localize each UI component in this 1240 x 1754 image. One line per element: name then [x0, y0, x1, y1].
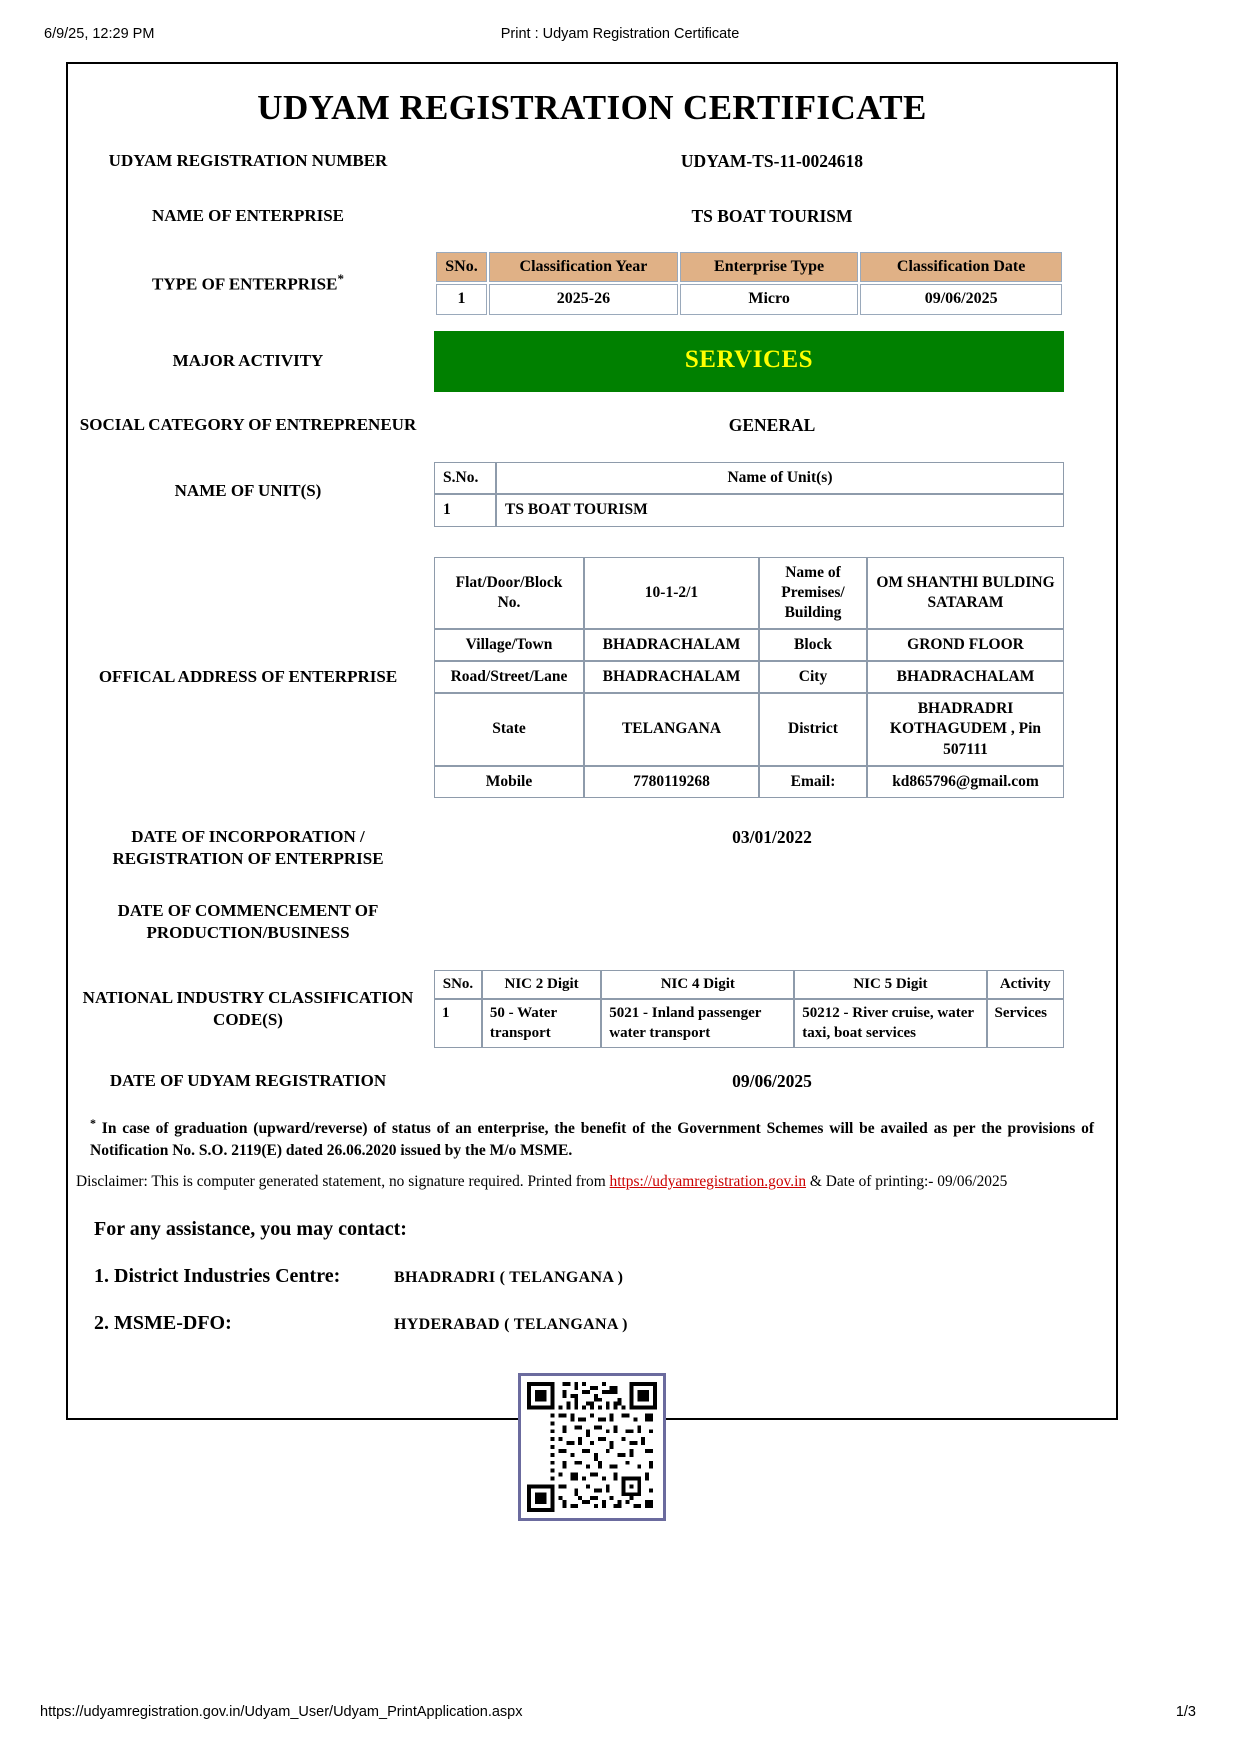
page-title: UDYAM REGISTRATION CERTIFICATE: [257, 88, 927, 127]
col-enterprise-type: Enterprise Type: [680, 252, 858, 283]
disclaimer-prefix: Disclaimer: This is computer generated statement, no signature required. Printed from: [76, 1172, 610, 1190]
assistance-value: HYDERABAD ( TELANGANA ): [394, 1316, 628, 1334]
table-row: [434, 661, 1064, 693]
cell-value-district: BHADRADRI KOTHAGUDEM , Pin 507111: [867, 693, 1064, 765]
label-major-activity: MAJOR ACTIVITY: [172, 351, 324, 371]
row-date-of-commencement: [68, 900, 1116, 944]
table-row: [434, 693, 1064, 765]
cell-nic-sno: 1: [434, 999, 482, 1047]
cell-key-state: State: [434, 693, 584, 765]
major-activity-banner: SERVICES: [434, 331, 1064, 392]
disclaimer-suffix: & Date of printing:- 09/06/2025: [806, 1172, 1008, 1190]
footnote: [90, 1115, 1094, 1163]
col-unit-name: Name of Unit(s): [496, 462, 1064, 494]
label-nic-codes: NATIONAL INDUSTRY CLASSIFICATION CODE(S): [82, 987, 414, 1030]
units-table: [434, 462, 1064, 526]
cell-classification-date: 09/06/2025: [860, 284, 1062, 315]
cell-unit-name: TS BOAT TOURISM: [496, 494, 1064, 526]
classification-table: [434, 250, 1064, 318]
label-official-address: OFFICAL ADDRESS OF ENTERPRISE: [98, 667, 398, 687]
row-type-of-enterprise: [68, 250, 1116, 318]
col-nic-2-digit: NIC 2 Digit: [482, 970, 601, 999]
value-social-category: GENERAL: [728, 414, 816, 435]
cell-value-email: kd865796@gmail.com: [867, 766, 1064, 798]
nic-table: [434, 970, 1064, 1048]
label-name-of-units: NAME OF UNIT(S): [174, 481, 322, 501]
footnote-star: *: [90, 1115, 96, 1130]
label-name-of-enterprise: NAME OF ENTERPRISE: [151, 205, 345, 225]
qr-code-container: [68, 1373, 1116, 1521]
col-sno: SNo.: [436, 252, 487, 283]
cell-key-flat-door-block: Flat/Door/Block No.: [434, 557, 584, 629]
col-activity: Activity: [987, 970, 1064, 999]
value-nic-codes: [428, 970, 1116, 1048]
label-date-of-incorporation: DATE OF INCORPORATION / REGISTRATION OF ENTERPRISE: [112, 826, 384, 868]
cell-value-city: BHADRACHALAM: [867, 661, 1064, 693]
print-date: 6/9/25, 12:29 PM: [44, 26, 155, 42]
table-row: [434, 557, 1064, 629]
cell-key-email: Email:: [759, 766, 867, 798]
cell-value-flat-door-block: 10-1-2/1: [584, 557, 759, 629]
table-header-row: [434, 462, 1064, 494]
col-nic-5-digit: NIC 5 Digit: [794, 970, 986, 999]
qr-code: [518, 1373, 666, 1521]
row-nic-codes: [68, 970, 1116, 1048]
cell-unit-sno: 1: [434, 494, 496, 526]
col-nic-4-digit: NIC 4 Digit: [601, 970, 794, 999]
qr-code-icon: [527, 1382, 657, 1512]
cell-key-village-town: Village/Town: [434, 629, 584, 661]
value-name-of-enterprise: TS BOAT TOURISM: [691, 205, 853, 226]
table-row: [434, 999, 1064, 1047]
cell-nic-4-digit: 5021 - Inland passenger water transport: [601, 999, 794, 1047]
table-header-row: [434, 970, 1064, 999]
cell-classification-year: 2025-26: [489, 284, 678, 315]
row-social-category: [68, 414, 1116, 437]
label-date-of-commencement: DATE OF COMMENCEMENT OF PRODUCTION/BUSINESS: [117, 901, 379, 943]
cell-value-block: GROND FLOOR: [867, 629, 1064, 661]
value-udyam-registration-number: UDYAM-TS-11-0024618: [680, 151, 864, 171]
value-date-of-udyam-registration: 09/06/2025: [732, 1070, 812, 1091]
footnote-text: In case of graduation (upward/reverse) of status of an enterprise, the benefit of the Government Schemes will be availed as per the provisions of Notification No. S.O. 2119(E) dated 26.06.2020 issued by the M/o MSME.: [90, 1119, 1094, 1160]
col-nic-sno: SNo.: [434, 970, 482, 999]
address-table: [434, 557, 1064, 798]
col-classification-year: Classification Year: [489, 252, 678, 283]
cell-key-city: City: [759, 661, 867, 693]
table-row: [434, 766, 1064, 798]
cell-value-village-town: BHADRACHALAM: [584, 629, 759, 661]
assistance-label: 1. District Industries Centre:: [94, 1265, 341, 1288]
certificate-frame: [66, 62, 1118, 1420]
cell-value-mobile: 7780119268: [584, 766, 759, 798]
value-type-of-enterprise: [428, 250, 1116, 318]
row-major-activity: [68, 331, 1116, 392]
table-header-row: [436, 252, 1062, 283]
browser-print-footer: [0, 1704, 1240, 1724]
label-date-of-udyam-registration: DATE OF UDYAM REGISTRATION: [109, 1070, 387, 1090]
cell-sno: 1: [436, 284, 487, 315]
footnote-star-marker: *: [337, 270, 344, 286]
value-official-address: [428, 557, 1116, 798]
cell-enterprise-type: Micro: [680, 284, 858, 315]
cell-nic-2-digit: 50 - Water transport: [482, 999, 601, 1047]
label-social-category: SOCIAL CATEGORY OF ENTREPRENEUR: [79, 414, 417, 434]
value-name-of-units: [428, 462, 1116, 526]
row-official-address: [68, 557, 1116, 798]
col-classification-date: Classification Date: [860, 252, 1062, 283]
cell-key-road-street-lane: Road/Street/Lane: [434, 661, 584, 693]
value-major-activity-wrap: [428, 331, 1116, 392]
assistance-item-district-industries-centre: [94, 1265, 1116, 1288]
assistance-value: BHADRADRI ( TELANGANA ): [394, 1269, 624, 1287]
footer-url: https://udyamregistration.gov.in/Udyam_User/Udyam_PrintApplication.aspx: [40, 1704, 523, 1720]
col-unit-sno: S.No.: [434, 462, 496, 494]
row-date-of-udyam-registration: [68, 1070, 1116, 1093]
print-title: Print : Udyam Registration Certificate: [500, 26, 740, 42]
table-row: [434, 629, 1064, 661]
browser-print-header: [0, 26, 1240, 46]
label-type-of-enterprise-text: TYPE OF ENTERPRISE: [152, 274, 338, 294]
assistance-item-msme-dfo: [94, 1312, 1116, 1335]
cell-value-premises-building: OM SHANTHI BULDING SATARAM: [867, 557, 1064, 629]
table-row: [436, 284, 1062, 315]
disclaimer: [76, 1171, 1108, 1193]
row-name-of-units: [68, 462, 1116, 526]
value-date-of-incorporation: 03/01/2022: [732, 826, 812, 847]
cell-value-road-street-lane: BHADRACHALAM: [584, 661, 759, 693]
table-row: [434, 494, 1064, 526]
footer-page-number: 1/3: [1175, 1704, 1196, 1720]
label-udyam-registration-number: UDYAM REGISTRATION NUMBER: [108, 151, 388, 170]
udyam-portal-link[interactable]: https://udyamregistration.gov.in: [609, 1172, 807, 1190]
row-name-of-enterprise: [68, 205, 1116, 228]
cell-key-premises-building: Name of Premises/ Building: [759, 557, 867, 629]
cell-key-block: Block: [759, 629, 867, 661]
row-udyam-registration-number: [68, 150, 1116, 173]
cell-key-mobile: Mobile: [434, 766, 584, 798]
label-type-of-enterprise: [68, 271, 428, 296]
assistance-label: 2. MSME-DFO:: [94, 1312, 232, 1335]
row-date-of-incorporation: [68, 826, 1116, 870]
cell-activity: Services: [987, 999, 1064, 1047]
assistance-title: For any assistance, you may contact:: [94, 1218, 407, 1241]
cell-value-state: TELANGANA: [584, 693, 759, 765]
cell-nic-5-digit: 50212 - River cruise, water taxi, boat services: [794, 999, 986, 1047]
cell-key-district: District: [759, 693, 867, 765]
